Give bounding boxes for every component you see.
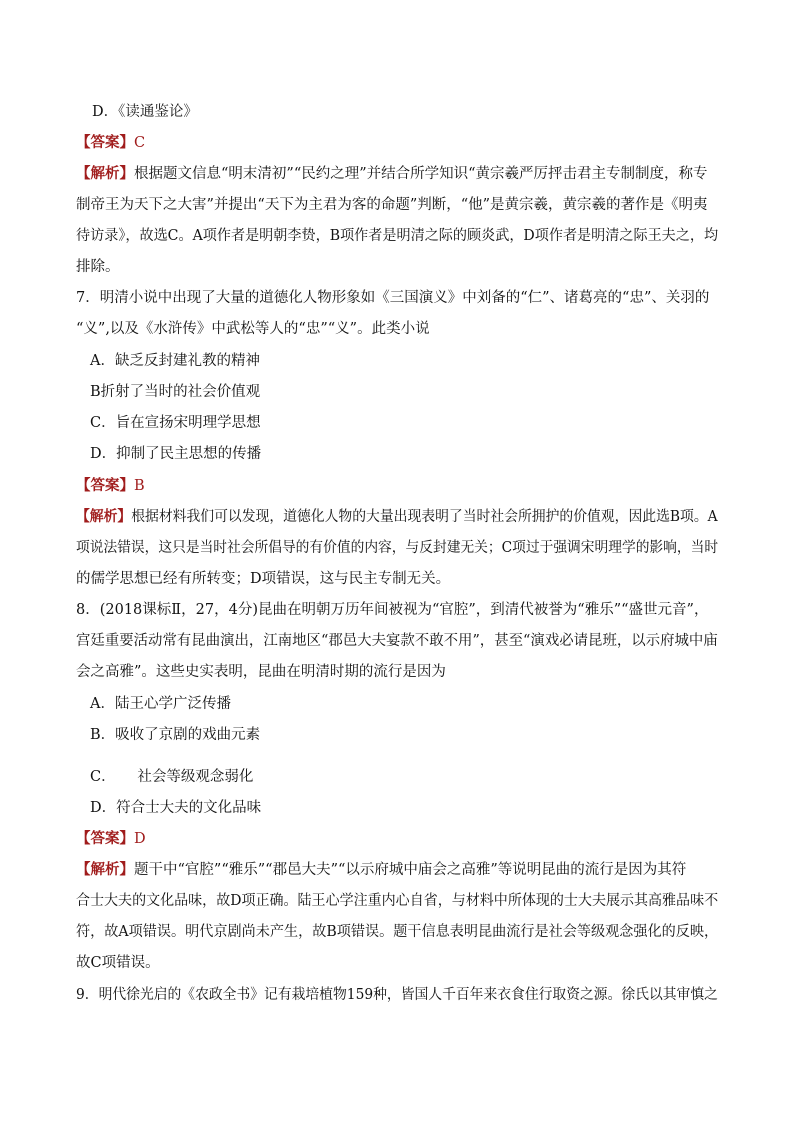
answer-line xyxy=(76,133,145,153)
answer-line xyxy=(76,829,146,849)
answer-value: C xyxy=(134,135,146,151)
analysis-text: 合士大夫的文化品味，故D项正确。陆王心学注重内心自省，与材料中所体现的士大夫展示其高雅品味不 xyxy=(76,893,719,909)
analysis-text: 符，故A项错误。明代京剧尚未产生，故B项错误。题干信息表明昆曲流行是社会等级观念强化的反映， xyxy=(76,924,719,940)
analysis-tag: 【解析】 xyxy=(76,165,134,182)
analysis-text: 项说法错误，这只是当时社会所倡导的有价值的内容，与反封建无关；C项过于强调宋明理学的影响，当时 xyxy=(76,540,719,556)
option-d: D．抑制了民主思想的传播 xyxy=(90,446,262,462)
option-c: C． 社会等级观念弱化 xyxy=(90,769,254,785)
answer-line xyxy=(76,476,145,496)
option-a: A．缺乏反封建礼教的精神 xyxy=(90,353,260,369)
option-c: C．旨在宣扬宋明理学思想 xyxy=(90,415,261,431)
option-a: A．陆王心学广泛传播 xyxy=(90,696,231,712)
analysis-text: 题干中“官腔”“雅乐”“郡邑大夫”“以示府城中庙会之高雅”等说明昆曲的流行是因为其符 xyxy=(134,862,687,878)
question-stem: 8．(2018课标Ⅱ，27，4分)昆曲在明朝万历年间被视为“官腔”，到清代被誉为“雅乐”“盛世元音”， xyxy=(76,602,709,618)
analysis-line xyxy=(76,507,718,527)
option-d: D．《读通鉴论》 xyxy=(92,104,198,120)
analysis-text: 的儒学思想已经有所转变；D项错误，这与民主专制无关。 xyxy=(76,571,451,587)
answer-tag: 【答案】 xyxy=(76,477,134,494)
option-b: B．吸收了京剧的戏曲元素 xyxy=(90,727,261,743)
answer-value: D xyxy=(134,831,146,847)
option-b: B折射了当时的社会价值观 xyxy=(90,384,261,400)
analysis-text: 待访录》，故选C。A项作者是明朝李贽，B项作者是明清之际的顾炎武，D项作者是明清之际王夫之，均 xyxy=(76,228,719,244)
answer-value: B xyxy=(134,478,145,494)
analysis-text: 根据材料我们可以发现，道德化人物的大量出现表明了当时社会所拥护的价值观，因此选B项。A xyxy=(131,509,718,525)
question-stem: 9．明代徐光启的《农政全书》记有栽培植物159种，皆国人千百年来衣食住行取资之源。徐氏以其审慎之 xyxy=(76,987,718,1003)
analysis-text: 排除。 xyxy=(76,259,120,275)
analysis-line xyxy=(76,164,708,184)
analysis-tag: 【解析】 xyxy=(76,508,132,525)
analysis-line xyxy=(76,860,686,880)
answer-tag: 【答案】 xyxy=(76,830,134,847)
question-stem: 宫廷重要活动常有昆曲演出，江南地区“郡邑大夫宴款不敢不用”，甚至“演戏必请昆班，以示府城中庙 xyxy=(76,633,718,649)
answer-tag: 【答案】 xyxy=(76,134,134,151)
question-stem: 7．明清小说中出现了大量的道德化人物形象如《三国演义》中刘备的“仁”、诸葛亮的“忠”、关羽的 xyxy=(76,290,710,306)
option-d: D．符合士大夫的文化品味 xyxy=(90,800,262,816)
analysis-text: 故C项错误。 xyxy=(76,955,160,971)
analysis-tag: 【解析】 xyxy=(76,861,134,878)
question-stem: “义”,以及《水浒传》中武松等人的“忠”“义”。此类小说 xyxy=(76,321,430,337)
analysis-text: 制帝王为天下之大害”并提出“天下为主君为客的命题”判断，“他”是黄宗羲，黄宗羲的著作是《明夷 xyxy=(76,197,708,213)
analysis-text: 根据题文信息“明末清初”“民约之理”并结合所学知识“黄宗羲严厉抨击君主专制制度，称专 xyxy=(134,166,708,182)
question-stem: 会之高雅”。这些史实表明，昆曲在明清时期的流行是因为 xyxy=(76,664,446,680)
